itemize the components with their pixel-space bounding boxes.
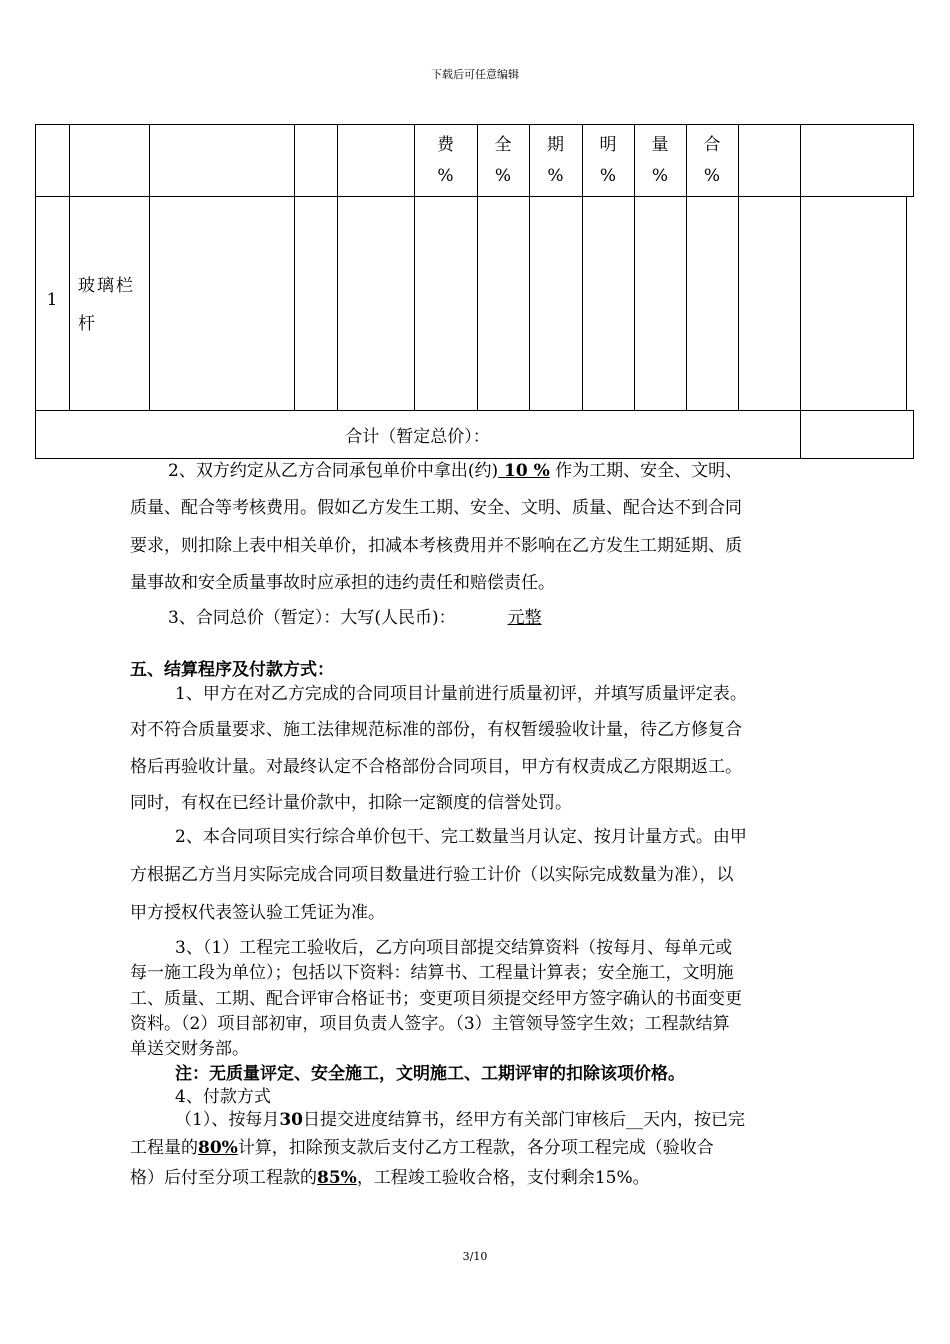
table-line <box>35 410 914 411</box>
clause-3: 3、合同总价（暂定）：大写(人民币)： 元整 <box>168 608 542 628</box>
s5-clause-3-line5: 单送交财务部。 <box>130 1039 249 1059</box>
header-char: 全 <box>494 135 512 155</box>
page-number: 3/10 <box>462 1250 488 1263</box>
table-border-right <box>913 410 914 459</box>
table-line <box>35 196 914 197</box>
s5-clause-1-line2: 对不符合质量要求、施工法律规范标准的部份，有权暂缓验收计量，待乙方修复合 <box>130 720 742 740</box>
header-percent: % <box>437 166 454 186</box>
header-char: 期 <box>547 135 564 155</box>
total-label: 合计（暂定总价）： <box>345 427 490 447</box>
header-percent: % <box>599 166 617 186</box>
table-border-top <box>35 124 914 125</box>
row-index: 1 <box>46 290 58 310</box>
header-percent: % <box>703 166 721 186</box>
table-line <box>294 124 295 411</box>
header-char: 明 <box>599 135 617 155</box>
s5-clause-1-line3: 格后再验收计量。对最终认定不合格部份合同项目，甲方有权责成乙方限期返工。 <box>130 757 742 777</box>
s5-clause-4-line3: 格）后付至分项工程款的85%，工程竣工验收合格，支付剩余15%。 <box>130 1168 650 1188</box>
s5-clause-3-line1: 3、（1）工程完工验收后，乙方向项目部提交结算资料（按每月、每单元或 <box>175 938 733 958</box>
table-line <box>800 124 801 459</box>
s5-clause-3-line2: 每一施工段为单位）；包括以下资料：结算书、工程量计算表；安全施工，文明施 <box>130 963 734 983</box>
s5-clause-1-line4: 同时，有权在已经计量价款中，扣除一定额度的信誉处罚。 <box>130 793 572 813</box>
header-char: 合 <box>703 135 721 155</box>
header-percent: % <box>651 166 669 186</box>
header-percent: % <box>547 166 564 186</box>
note: 注：无质量评定、安全施工，文明施工、工期评审的扣除该项价格。 <box>175 1064 685 1084</box>
table-line <box>69 124 70 411</box>
s5-clause-2-line1: 2、本合同项目实行综合单价包干、完工数量当月认定、按月计量方式。由甲 <box>175 827 747 847</box>
s5-clause-1-line1: 1、甲方在对乙方完成的合同项目计量前进行质量初评，并填写质量评定表。 <box>175 684 747 704</box>
table-border-right <box>906 196 907 411</box>
header-char: 费 <box>437 135 454 155</box>
clause-2-line3: 要求，则扣除上表中相关单价，扣减本考核费用并不影响在乙方发生工期延期、质 <box>130 536 742 556</box>
section-5-title: 五、结算程序及付款方式： <box>130 660 334 680</box>
s5-clause-4-line1: （1）、按每月30日提交进度结算书，经甲方有关部门审核后__天内，按已完 <box>175 1110 745 1130</box>
table-border-right <box>913 124 914 197</box>
table-border-bottom <box>35 458 914 459</box>
s5-clause-4-line2: 工程量的80%计算，扣除预支款后支付乙方工程款，各分项工程完成（验收合 <box>130 1138 714 1158</box>
table-line <box>337 124 338 411</box>
item-name-line1: 玻璃栏 <box>78 276 135 296</box>
table-line <box>738 124 739 411</box>
table-line <box>149 124 150 411</box>
s5-clause-3-line4: 资料。（2）项目部初审，项目负责人签字。（3）主管领导签字生效；工程款结算 <box>130 1014 730 1034</box>
header-percent: % <box>494 166 512 186</box>
header-char: 量 <box>651 135 669 155</box>
clause-2-line4: 量事故和安全质量事故时应承担的违约责任和赔偿责任。 <box>130 573 555 593</box>
s5-clause-2-line2: 方根据乙方当月实际完成合同项目数量进行验工计价（以实际完成数量为准），以 <box>130 865 734 885</box>
header-note: 下载后可任意编辑 <box>431 68 519 81</box>
s5-clause-2-line3: 甲方授权代表签认验工凭证为准。 <box>130 903 385 923</box>
s5-clause-3-line3: 工、质量、工期、配合评审合格证书；变更项目须提交经甲方签字确认的书面变更 <box>130 989 742 1009</box>
s5-clause-4-title: 4、付款方式 <box>175 1087 271 1107</box>
clause-2-line2: 质量、配合等考核费用。假如乙方发生工期、安全、文明、质量、配合达不到合同 <box>130 498 742 518</box>
clause-2-line1: 2、双方约定从乙方合同承包单价中拿出(约) 10 % 作为工期、安全、文明、 <box>168 461 743 481</box>
item-name-line2: 杆 <box>78 314 95 334</box>
